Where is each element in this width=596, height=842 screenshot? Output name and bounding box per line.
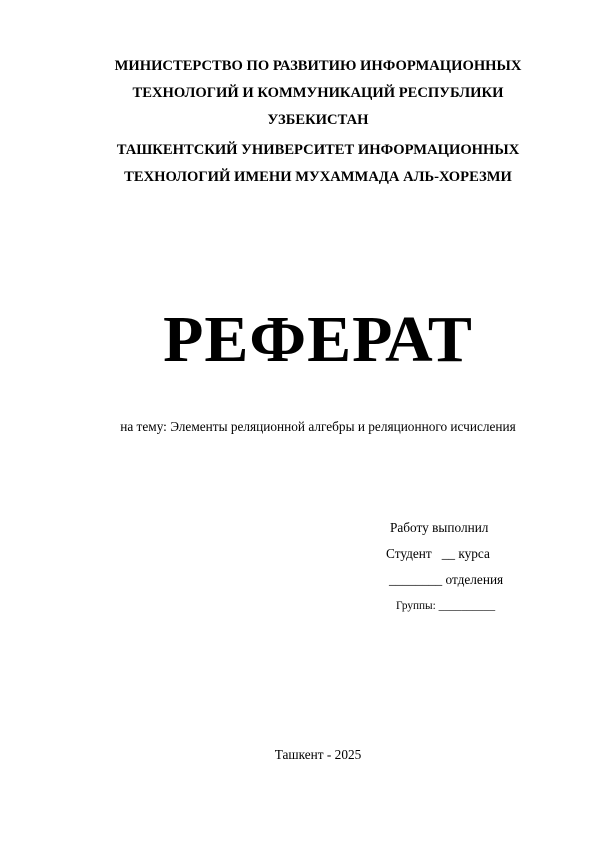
ministry-line-2: ТЕХНОЛОГИЙ И КОММУНИКАЦИЙ РЕСПУБЛИКИ	[132, 85, 504, 101]
ministry-heading	[40, 53, 596, 134]
department-line: ________ отделения	[389, 572, 504, 587]
ministry-line-3: УЗБЕКИСТАН	[267, 112, 369, 128]
topic-prefix: на тему:	[120, 419, 171, 434]
performed-by-label: Работу выполнил	[390, 520, 489, 535]
group-line: Группы: __________	[396, 600, 496, 612]
city-year-footer: Ташкент - 2025	[274, 747, 362, 762]
ministry-line-1: МИНИСТЕРСТВО ПО РАЗВИТИЮ ИНФОРМАЦИОННЫХ	[114, 58, 522, 74]
topic-text: Элементы реляционной алгебры и реляционного исчисления	[170, 419, 516, 434]
topic-line	[40, 418, 596, 436]
document-title: РЕФЕРАТ	[163, 303, 473, 376]
student-course-line: Студент __ курса	[386, 546, 490, 561]
university-line-1: ТАШКЕНТСКИЙ УНИВЕРСИТЕТ ИНФОРМАЦИОННЫХ	[116, 142, 520, 158]
university-heading	[40, 137, 596, 191]
university-line-2: ТЕХНОЛОГИЙ ИМЕНИ МУХАММАДА АЛЬ-ХОРЕЗМИ	[124, 169, 512, 185]
